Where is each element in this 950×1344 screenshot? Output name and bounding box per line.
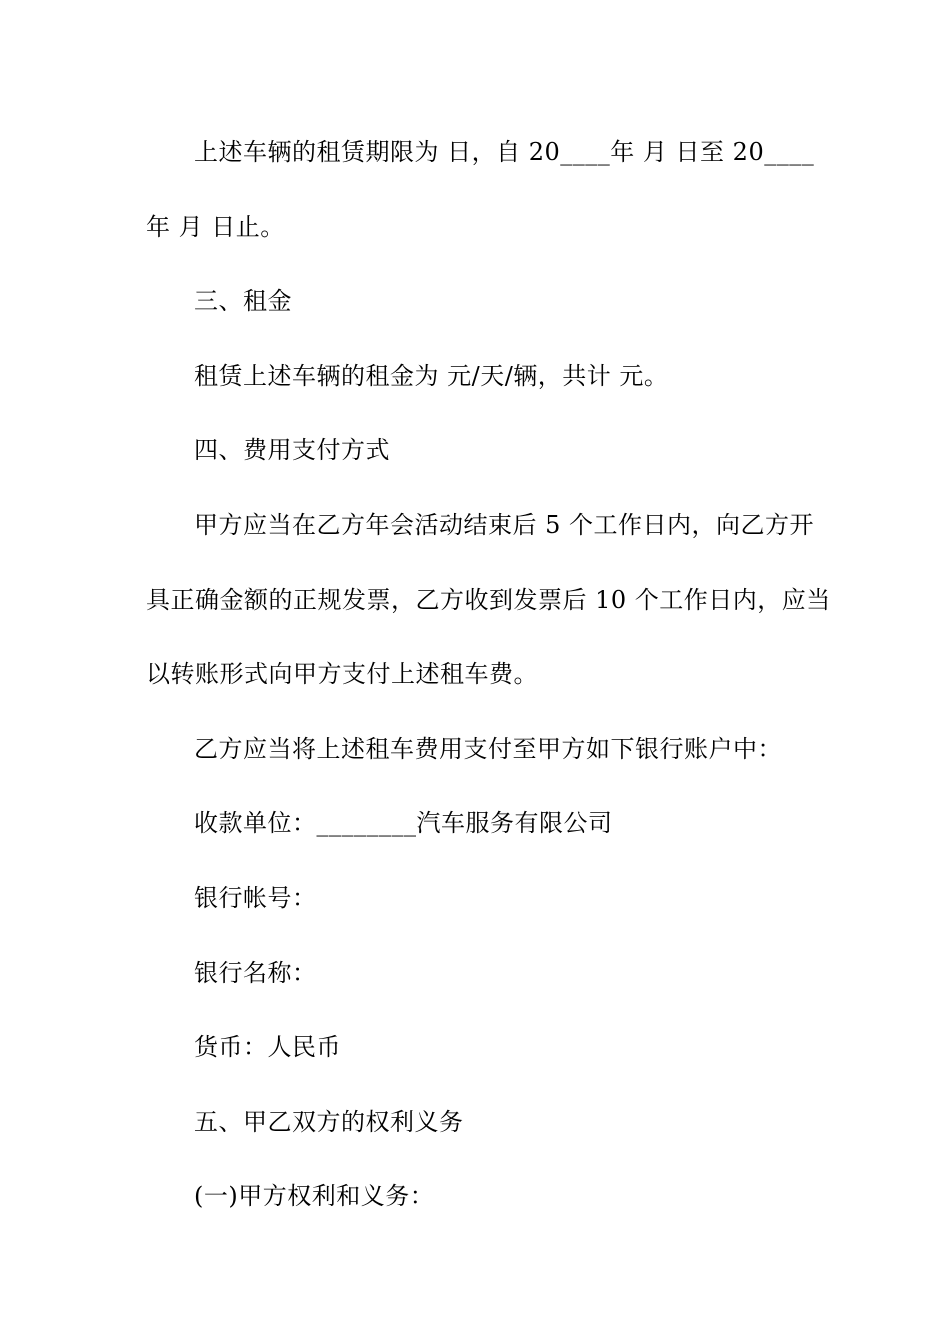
paragraph-bank-account-intro: 乙方应当将上述租车费用支付至甲方如下银行账户中： — [194, 734, 782, 763]
paragraph-payment-cont-2: 以转账形式向甲方支付上述租车费。 — [146, 660, 538, 689]
paragraph-payment-cont-1: 具正确金额的正规发票，乙方收到发票后 10 个工作日内，应当 — [146, 585, 831, 614]
paragraph-lease-term-cont: 年 月 日止。 — [146, 212, 285, 241]
field-payee: 收款单位：________汽车服务有限公司 — [194, 809, 613, 838]
paragraph-rent: 租赁上述车辆的租金为 元/天/辆，共计 元。 — [194, 361, 669, 390]
section-heading-rent: 三、租金 — [194, 287, 292, 316]
field-bank-name: 银行名称： — [194, 958, 317, 987]
subsection-heading-party-a: (一)甲方权利和义务： — [194, 1182, 435, 1211]
section-heading-payment: 四、费用支付方式 — [194, 436, 390, 465]
document-body — [146, 132, 831, 1251]
paragraph-lease-term: 上述车辆的租赁期限为 日，自 20____年 月 日至 20____ — [194, 138, 815, 166]
paragraph-payment: 甲方应当在乙方年会活动结束后 5 个工作日内，向乙方开 — [194, 510, 815, 539]
field-currency: 货币：人民币 — [194, 1033, 341, 1062]
section-heading-rights: 五、甲乙双方的权利义务 — [194, 1107, 464, 1136]
field-account-number: 银行帐号： — [194, 883, 317, 912]
